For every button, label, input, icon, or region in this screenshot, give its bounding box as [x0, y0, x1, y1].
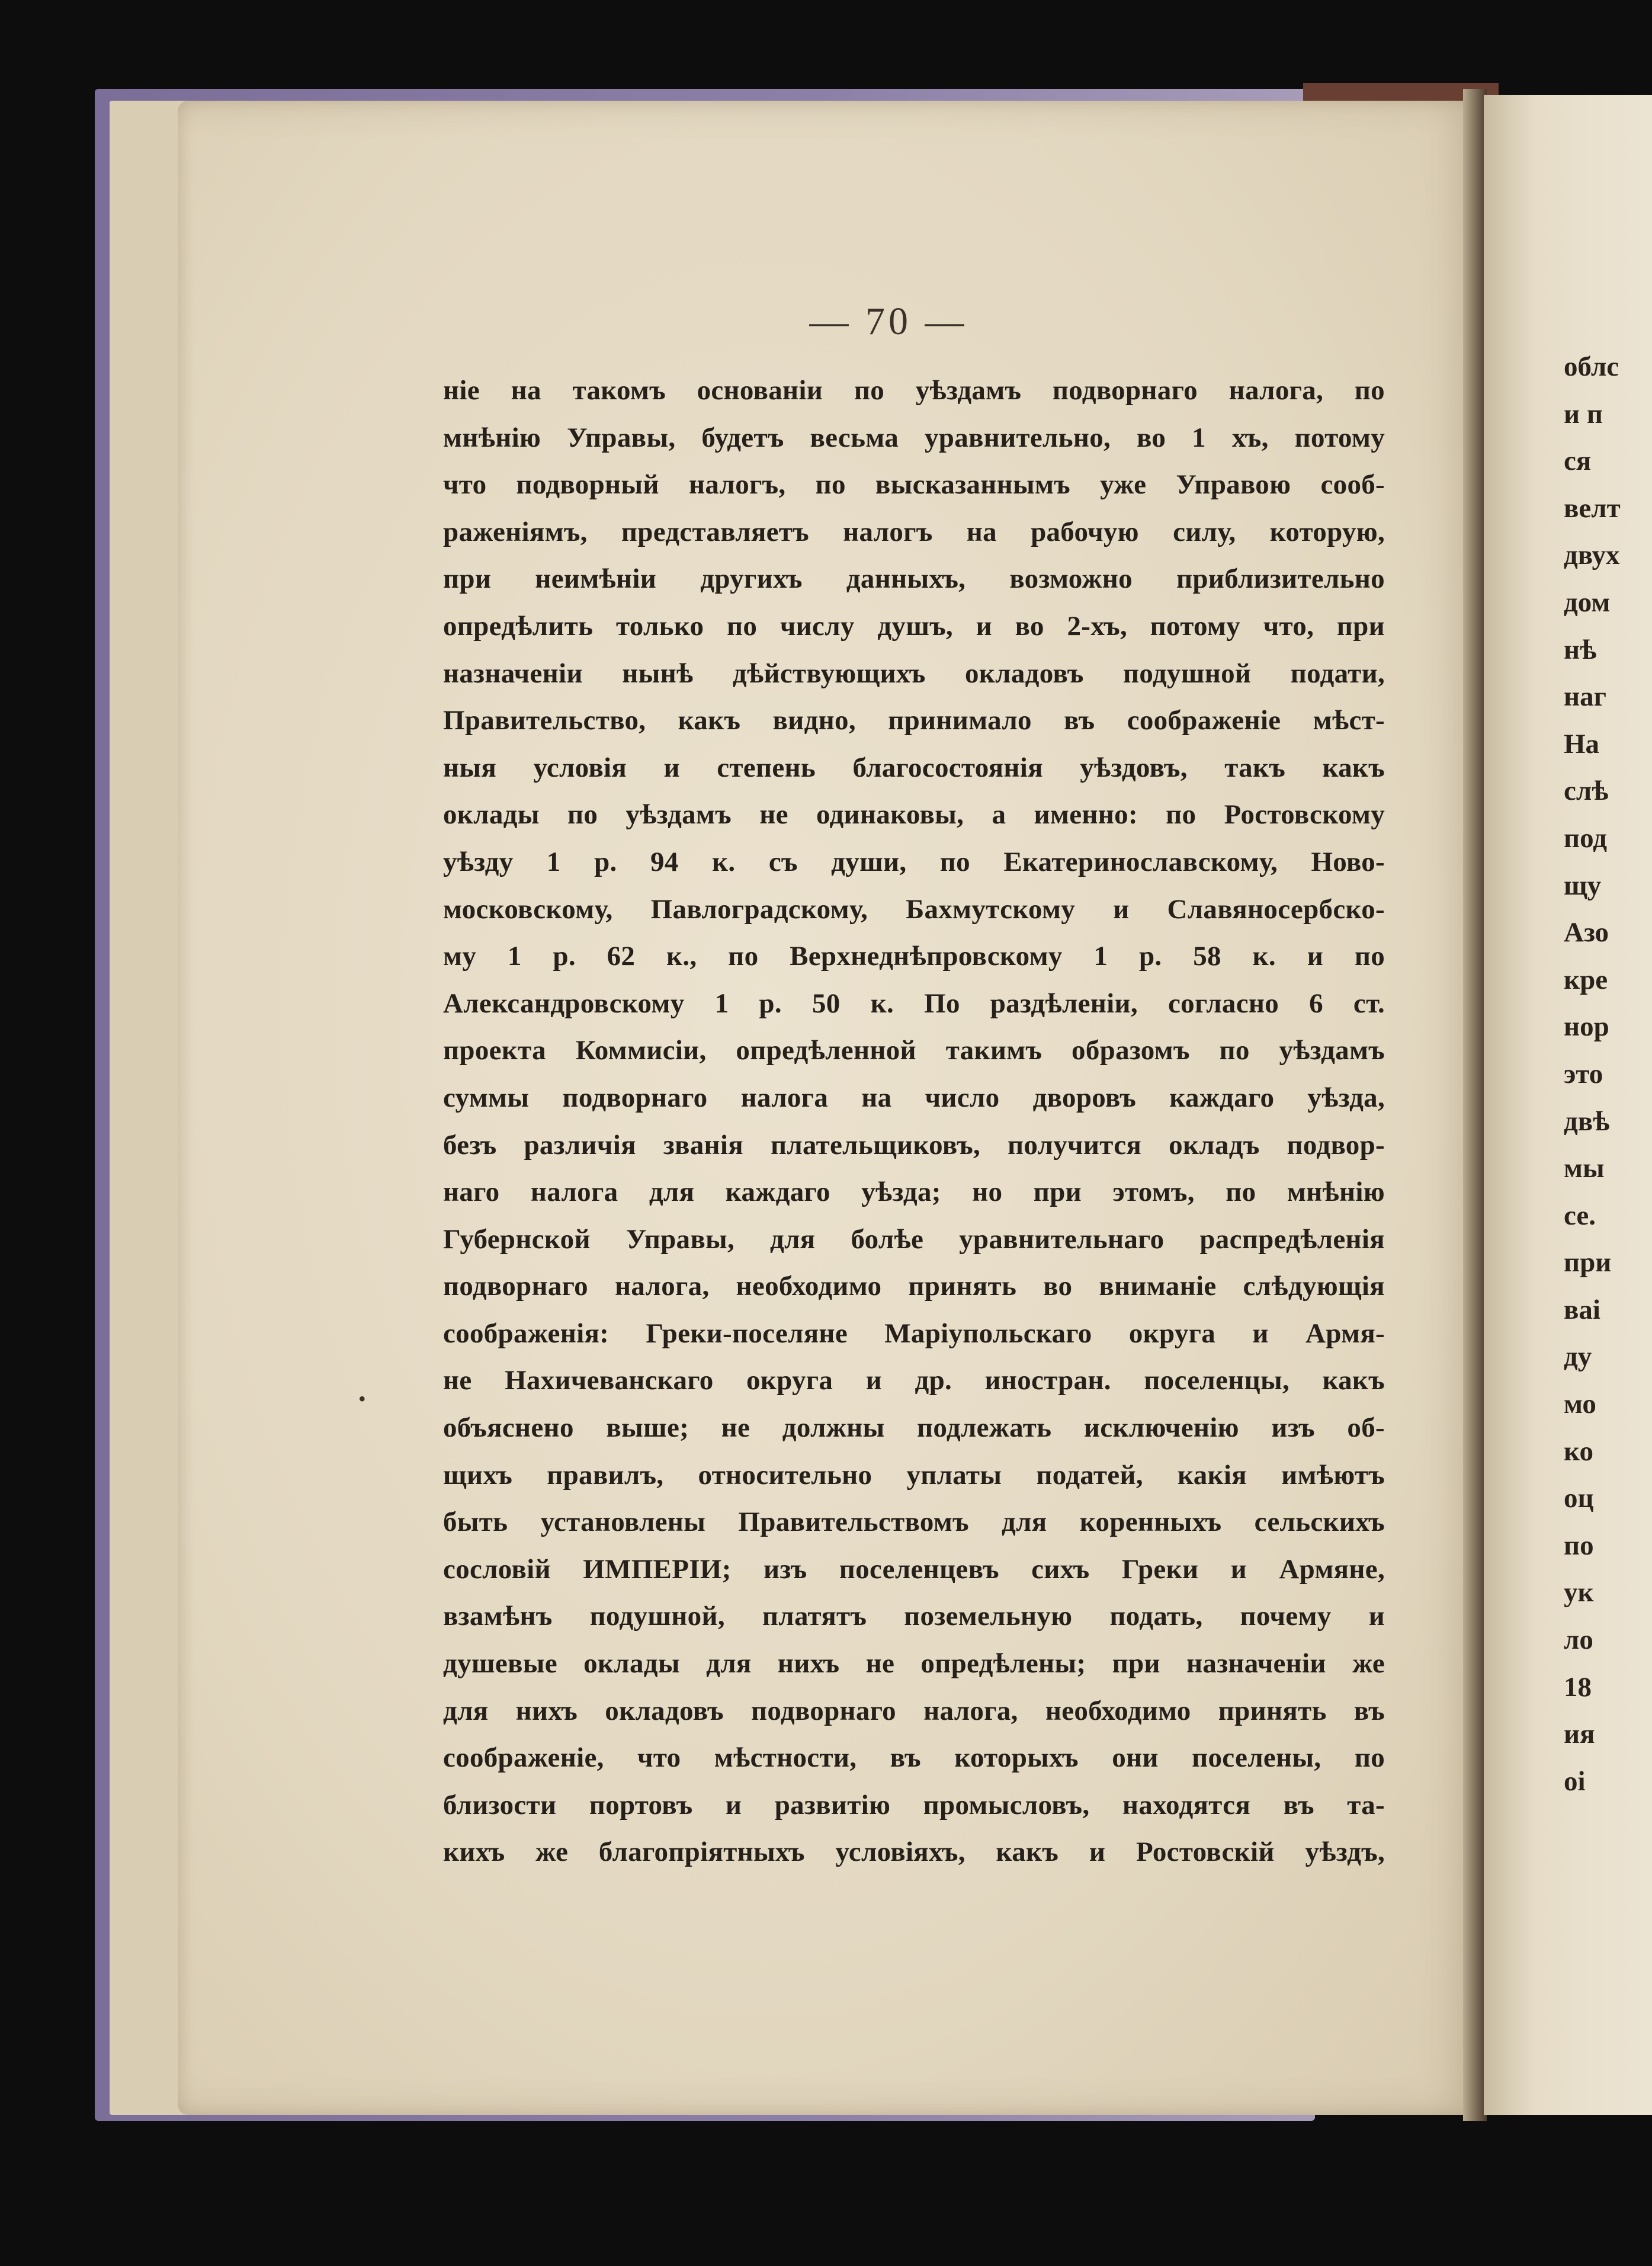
text-line: Александровскому 1 р. 50 к. По раздѣленіи, согласно 6 ст. — [443, 988, 1385, 1019]
facing-text-fragment: ся — [1564, 445, 1592, 477]
page-number: — 70 — — [809, 300, 968, 343]
body-text — [443, 367, 1385, 1876]
text-line: назначеніи нынѣ дѣйствующихъ окладовъ подушной подати, — [443, 658, 1385, 689]
facing-text-fragment: мо — [1564, 1389, 1596, 1420]
text-line: проекта Коммисіи, опредѣленной такимъ образомъ по уѣздамъ — [443, 1035, 1385, 1066]
text-line: Губернской Управы, для болѣе уравнительнаго распредѣленія — [443, 1223, 1385, 1255]
text-line: суммы подворнаго налога на число дворовъ каждаго уѣзда, — [443, 1082, 1385, 1113]
text-line: для нихъ окладовъ подворнаго налога, необходимо принять въ — [443, 1695, 1385, 1726]
text-line: подворнаго налога, необходимо принять во вниманіе слѣдующія — [443, 1271, 1385, 1302]
text-line: раженіямъ, представляетъ налогъ на рабочую силу, которую, — [443, 516, 1385, 547]
text-line: му 1 р. 62 к., по Верхнеднѣпровскому 1 р. 58 к. и по — [443, 941, 1385, 972]
text-line: душевые оклады для нихъ не опредѣлены; при назначеніи же — [443, 1648, 1385, 1680]
facing-text-fragment: щу — [1564, 870, 1602, 901]
text-line: оклады по уѣздамъ не одинаковы, а именно: по Ростовскому — [443, 799, 1385, 831]
text-line: соображенія: Греки-поселяне Маріупольскаго округа и Армя- — [443, 1318, 1385, 1349]
text-line: близости портовъ и развитію промысловъ, находятся въ та- — [443, 1789, 1385, 1821]
facing-text-fragment: нѣ — [1564, 634, 1597, 665]
facing-text-fragment: велт — [1564, 492, 1621, 524]
facing-text-fragment: ия — [1564, 1719, 1595, 1750]
text-line: что подворный налогъ, по высказаннымъ уже Управою сооб- — [443, 469, 1385, 501]
facing-text-fragment: под — [1564, 822, 1608, 854]
facing-text-fragment: ло — [1564, 1624, 1593, 1656]
margin-mark: • — [358, 1387, 366, 1411]
text-line: уѣзду 1 р. 94 к. съ души, по Екатеринославскому, Ново- — [443, 846, 1385, 877]
text-line: сословій ИМПЕРІИ; изъ поселенцевъ сихъ Греки и Армяне, — [443, 1553, 1385, 1585]
facing-text-fragment: ко — [1564, 1435, 1593, 1467]
facing-text-fragment: облс — [1564, 351, 1619, 382]
facing-text-fragment: дом — [1564, 586, 1611, 618]
text-line: наго налога для каждаго уѣзда; но при этомъ, по мнѣнію — [443, 1177, 1385, 1208]
text-line: быть установлены Правительствомъ для коренныхъ сельскихъ — [443, 1507, 1385, 1538]
text-line: кихъ же благопріятныхъ условіяхъ, какъ и Ростовскій уѣздъ, — [443, 1836, 1385, 1868]
facing-text-fragment: се. — [1564, 1200, 1596, 1231]
facing-text-fragment: ду — [1564, 1341, 1592, 1373]
facing-text-fragment: наг — [1564, 681, 1606, 713]
facing-text-fragment: это — [1564, 1058, 1603, 1089]
facing-text-fragment: ук — [1564, 1577, 1594, 1608]
facing-text-fragment: нор — [1564, 1011, 1609, 1043]
text-line: соображеніе, что мѣстности, въ которыхъ они поселены, по — [443, 1742, 1385, 1774]
facing-text-fragment: На — [1564, 728, 1600, 759]
facing-text-fragment: при — [1564, 1247, 1612, 1278]
text-line: щихъ правилъ, относительно уплаты податей, какія имѣютъ — [443, 1459, 1385, 1491]
text-line: ныя условія и степень благосостоянія уѣздовъ, такъ какъ — [443, 752, 1385, 783]
facing-page-text — [1564, 344, 1652, 1805]
facing-text-fragment: двух — [1564, 540, 1620, 571]
facing-text-fragment: 18 — [1564, 1671, 1592, 1703]
facing-text-fragment: ваі — [1564, 1294, 1600, 1325]
facing-text-fragment: оі — [1564, 1765, 1586, 1797]
text-line: взамѣнъ подушной, платятъ поземельную подать, почему и — [443, 1601, 1385, 1632]
facing-text-fragment: мы — [1564, 1153, 1605, 1184]
text-line: ніе на такомъ основаніи по уѣздамъ подворнаго налога, по — [443, 375, 1385, 406]
facing-text-fragment: по — [1564, 1530, 1594, 1561]
facing-text-fragment: слѣ — [1564, 775, 1609, 807]
text-line: московскому, Павлоградскому, Бахмутскому и Славяносербско- — [443, 893, 1385, 925]
book-gutter — [1463, 89, 1487, 2121]
text-line: Правительство, какъ видно, принимало въ соображеніе мѣст- — [443, 705, 1385, 736]
facing-text-fragment: Азо — [1564, 917, 1609, 948]
text-line: безъ различія званія плательщиковъ, получится окладъ подвор- — [443, 1129, 1385, 1161]
text-line: мнѣнію Управы, будетъ весьма уравнительно, во 1 хъ, потому — [443, 422, 1385, 453]
facing-text-fragment: оц — [1564, 1483, 1594, 1514]
facing-text-fragment: кре — [1564, 964, 1608, 995]
text-line: не Нахичеванскаго округа и др. иностран. поселенцы, какъ — [443, 1365, 1385, 1396]
facing-text-fragment: и п — [1564, 398, 1603, 430]
text-line: объяснено выше; не должны подлежать исключенію изъ об- — [443, 1412, 1385, 1444]
text-line: опредѣлить только по числу душъ, и во 2-хъ, потому что, при — [443, 610, 1385, 642]
facing-text-fragment: двѣ — [1564, 1105, 1610, 1137]
text-line: при неимѣніи другихъ данныхъ, возможно приблизительно — [443, 563, 1385, 595]
